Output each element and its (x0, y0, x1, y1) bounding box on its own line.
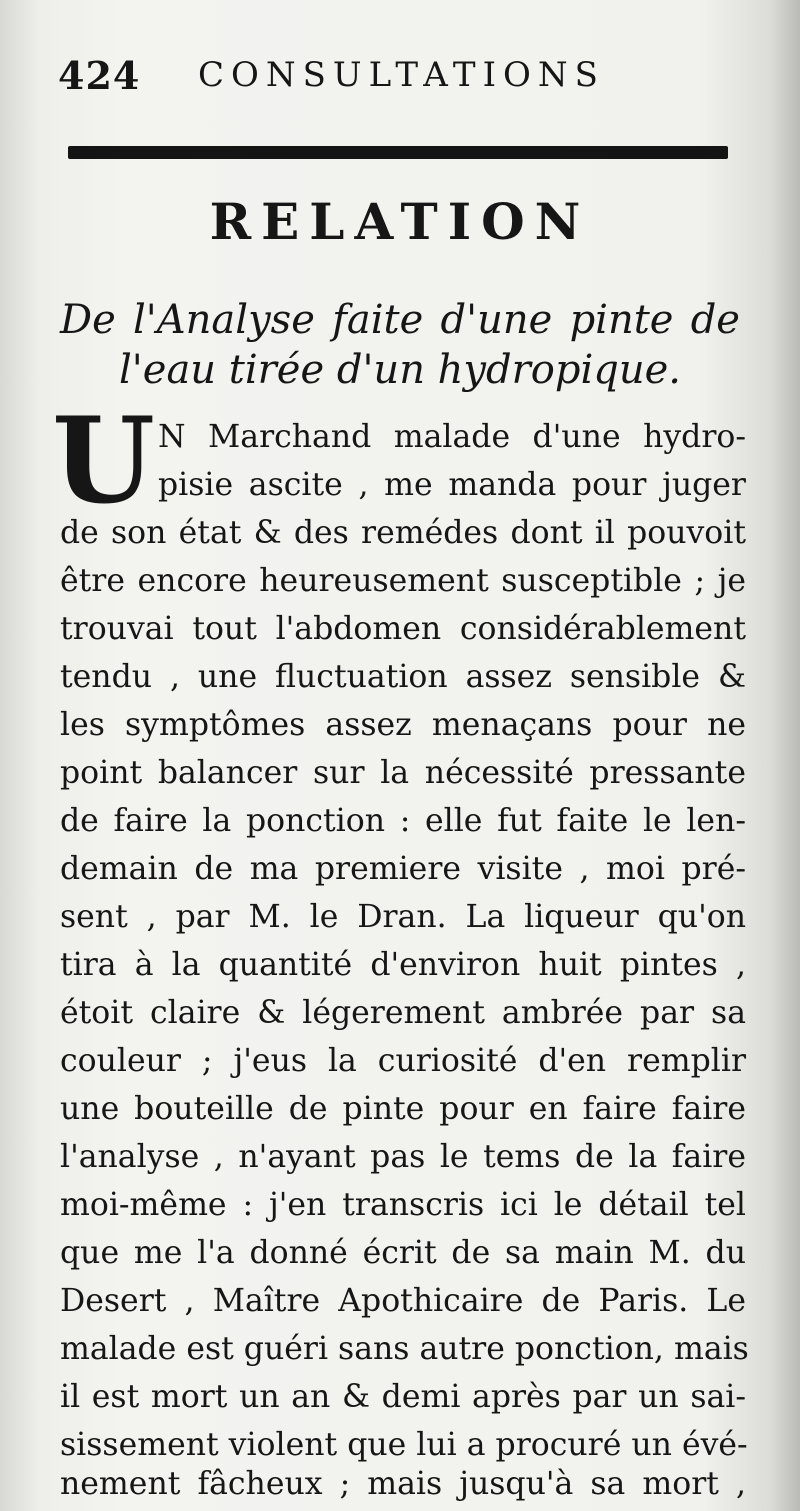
body-line: moi-même : j'en transcris ici le détail tel (60, 1187, 746, 1223)
body-line: sent , par M. le Dran. La liqueur qu'on (60, 899, 746, 935)
body-line: nement fâcheux ; mais jusqu'à sa mort , (60, 1466, 746, 1502)
body-line: N Marchand malade d'une hydro- (158, 419, 746, 455)
running-head: CONSULTATIONS (198, 55, 605, 95)
section-subtitle (60, 295, 740, 395)
subtitle-word: l'Analyse (132, 297, 315, 343)
body-line: une bouteille de pinte pour en faire faire (60, 1091, 746, 1127)
body-line: couleur ; j'eus la curiosité d'en remplir (60, 1043, 746, 1079)
body-line: sissement violent que lui a procuré un évé- (60, 1427, 748, 1463)
subtitle-word: De (60, 297, 116, 343)
body-line: de faire la ponction : elle fut faite le len- (60, 803, 746, 839)
subtitle-word: pinte (569, 297, 674, 343)
section-title: RELATION (209, 192, 591, 251)
body-line: demain de ma premiere visite , moi pré- (60, 851, 746, 887)
page-number: 424 (58, 52, 141, 98)
body-line: tira à la quantité d'environ huit pintes , (60, 947, 746, 983)
subtitle-line-2: l'eau tirée d'un hydropique. (119, 347, 681, 393)
subtitle-word: faite (332, 297, 424, 343)
body-line: malade est guéri sans autre ponction, mais (60, 1331, 749, 1367)
body-line: Desert , Maître Apothicaire de Paris. Le (60, 1283, 746, 1319)
body-line: tendu , une fluctuation assez sensible & (60, 659, 746, 695)
subtitle-line-1 (60, 295, 740, 345)
header-rule (68, 146, 728, 159)
subtitle-word: d'une (440, 297, 553, 343)
body-line: de son état & des remédes dont il pouvoit (60, 515, 746, 551)
subtitle-word: de (690, 297, 740, 343)
body-line: il est mort un an & demi après par un sai- (60, 1379, 746, 1415)
body-line: que me l'a donné écrit de sa main M. du (60, 1235, 746, 1271)
body-line: les symptômes assez menaçans pour ne (60, 707, 746, 743)
body-line: point balancer sur la nécessité pressante (60, 755, 746, 791)
body-line: étoit claire & légerement ambrée par sa (60, 995, 746, 1031)
body-line: pisie ascite , me manda pour juger (158, 467, 746, 503)
drop-cap: U (52, 391, 155, 530)
body-line: trouvai tout l'abdomen considérablement (60, 611, 746, 647)
page-header (58, 50, 738, 100)
body-line: l'analyse , n'ayant pas le tems de la faire (60, 1139, 746, 1175)
body-line: être encore heureusement susceptible ; je (60, 563, 746, 599)
